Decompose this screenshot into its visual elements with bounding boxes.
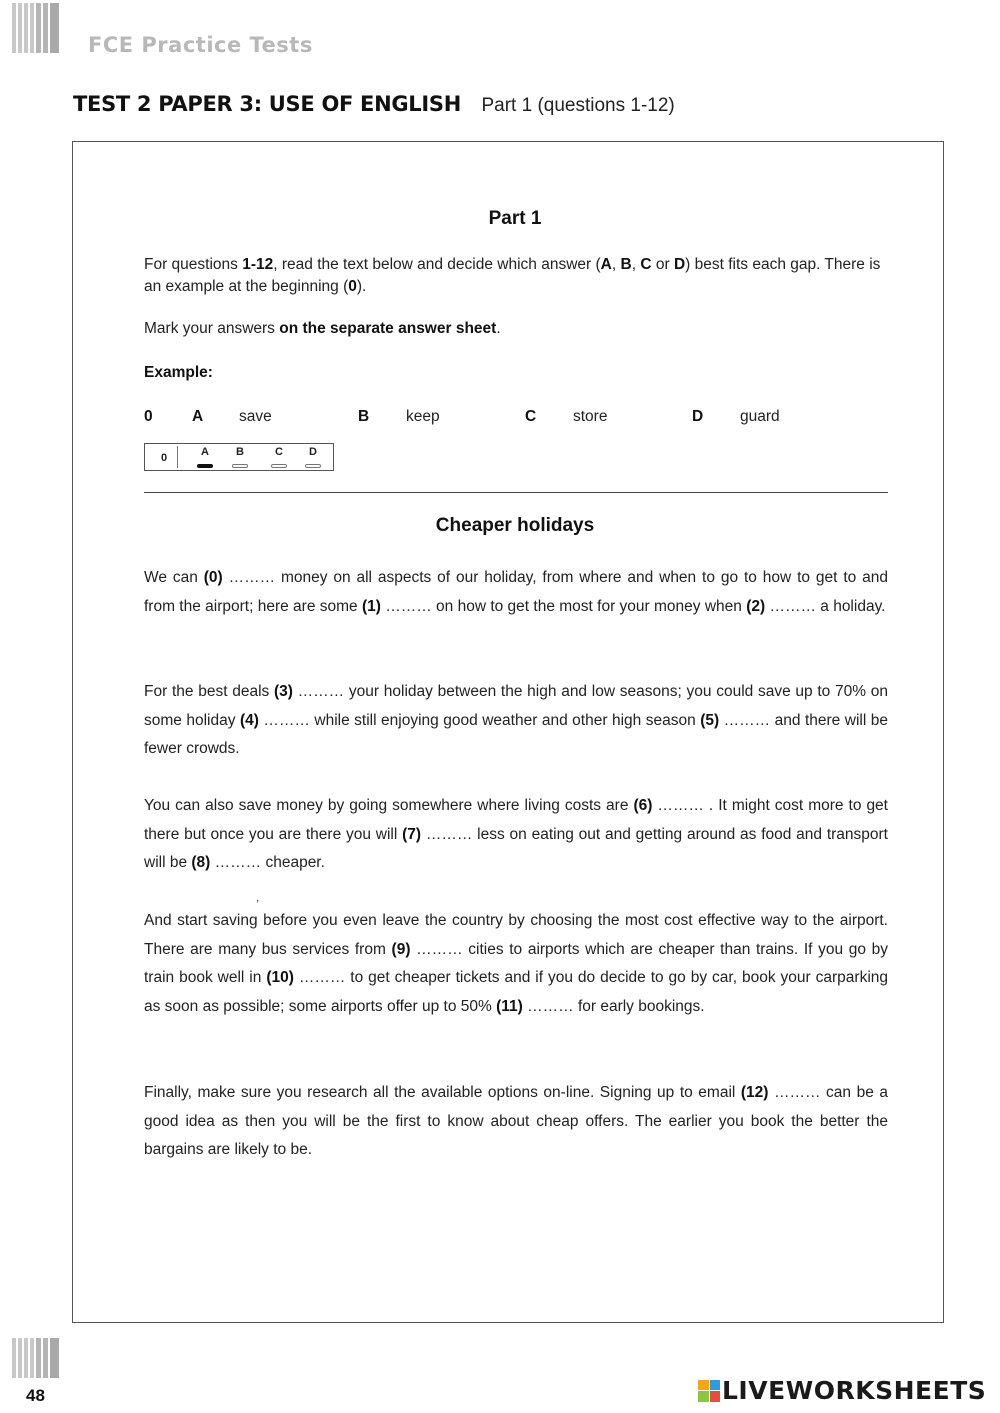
gap-0: (0)	[203, 569, 223, 586]
example-option-word: guard	[740, 408, 780, 425]
example-option-letter: A	[192, 408, 204, 425]
answer-sheet-letter: C	[275, 446, 283, 458]
gap-1: (1)	[361, 597, 381, 615]
gap-5: (5)	[700, 711, 720, 729]
brand-name: LIVEWORKSHEETS	[722, 1376, 987, 1405]
gap-4: (4)	[239, 711, 259, 729]
gap-6: (6)	[633, 797, 653, 814]
test-header	[73, 92, 675, 117]
example-options-row	[144, 408, 888, 428]
example-option-word: store	[573, 408, 608, 425]
answer-sheet-letter: A	[201, 446, 209, 458]
example-answer-sheet	[144, 443, 334, 471]
answer-sheet-letter: D	[309, 446, 317, 458]
gap-3: (3)	[274, 683, 293, 700]
answer-sheet-letter: B	[236, 446, 244, 458]
example-label: Example:	[144, 364, 213, 381]
gap-9: (9)	[391, 940, 411, 958]
footer-decor-bars	[12, 1338, 59, 1378]
example-option-word: save	[239, 408, 272, 425]
example-option-letter: B	[358, 408, 370, 425]
liveworksheets-logo-icon	[698, 1380, 720, 1402]
instructions-paragraph: For questions 1-12, read the text below and decide which answer (A, B, C or D) best fits each gap. There is an example at the beginning (0).	[144, 256, 881, 295]
page-number: 48	[26, 1386, 45, 1405]
liveworksheets-brand[interactable]	[698, 1376, 986, 1405]
text-paragraph-1: We can (0) ……… money on all aspects of our holiday, from where and when to go to how to get to and from the airport; here are some (1) ……… on how to get the most for your money when (2) ……… a holiday.	[144, 569, 889, 615]
example-option-letter: D	[692, 408, 704, 425]
answer-lozenge	[232, 464, 248, 468]
answer-sheet-divider	[177, 446, 178, 468]
text-paragraph-4: And start saving before you even leave the country by choosing the most cost effective way to the airport. There are many bus services from (9) ……… cities to airports which are cheaper than trains. If you go by train book well in (10) ……… to get cheaper tickets and if you do decide to go by car, book your carparking as soon as possible; some airports offer up to 50% (11) ……… for early bookings.	[144, 912, 888, 1015]
test-title: TEST 2 PAPER 3: USE OF ENGLISH	[73, 92, 462, 116]
gap-12: (12)	[740, 1084, 769, 1101]
text-title: Cheaper holidays	[435, 515, 595, 536]
header-decor-bars	[12, 3, 59, 53]
text-paragraph-3: You can also save money by going somewhere where living costs are (6) ……… . It might cost more to get there but once you are there you will (7) ……… less on eating out and getting around as food and transport will be (8) ……… cheaper.	[144, 797, 888, 872]
gap-8: (8)	[191, 854, 211, 872]
answer-sheet-number: 0	[161, 452, 168, 464]
divider-line	[144, 492, 888, 493]
answer-lozenge	[305, 464, 321, 468]
mark-answers-instruction: Mark your answers on the separate answer sheet.	[144, 320, 501, 337]
part-range: Part 1 (questions 1-12)	[481, 95, 675, 116]
stray-mark: ,	[256, 890, 260, 904]
example-option-word: keep	[406, 408, 440, 425]
answer-lozenge	[271, 464, 287, 468]
gap-7: (7)	[402, 825, 422, 843]
gap-2: (2)	[746, 597, 766, 615]
answer-lozenge-selected	[197, 464, 213, 468]
series-title: FCE Practice Tests	[88, 33, 313, 57]
gap-10: (10)	[266, 969, 294, 987]
text-paragraph-2: For the best deals (3) ……… your holiday between the high and low seasons; you could save up to 70% on some holiday (4) ……… while still enjoying good weather and other high season (5) ……… and there will be fewer crowds.	[144, 683, 889, 758]
gap-11: (11)	[496, 997, 523, 1015]
text-paragraph-5: Finally, make sure you research all the available options on-line. Signing up to email (12) ……… can be a good idea as then you will be the first to know about cheap offers. The earlier you book the better the bargains are likely to be.	[144, 1084, 888, 1159]
example-number: 0	[144, 408, 153, 425]
part-heading: Part 1	[488, 208, 542, 229]
example-option-letter: C	[525, 408, 537, 425]
